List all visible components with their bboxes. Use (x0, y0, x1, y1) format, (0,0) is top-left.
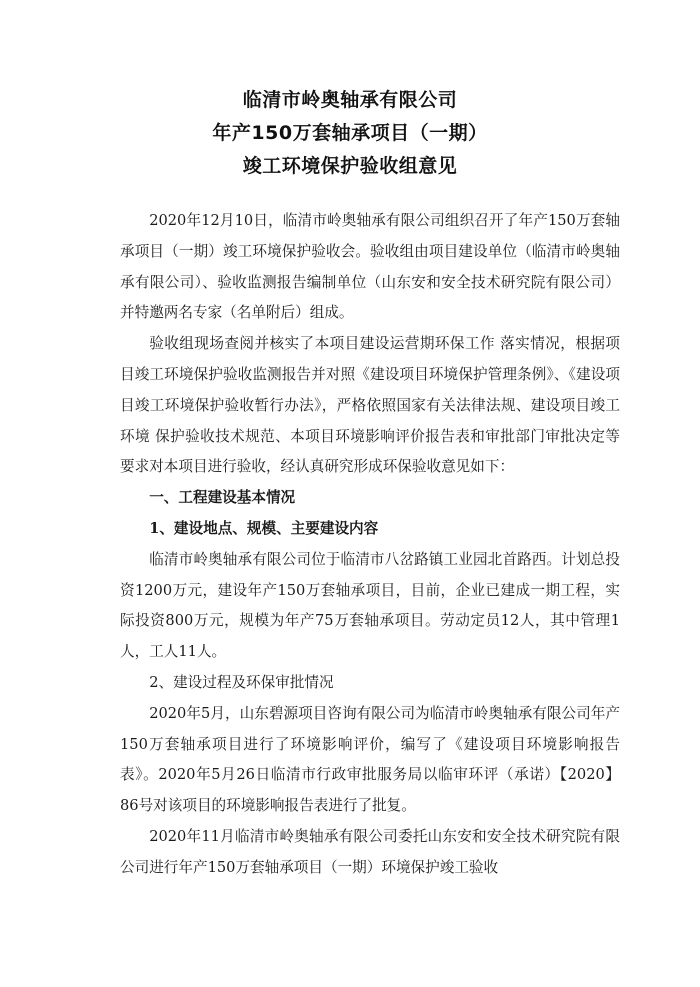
document-body (120, 206, 620, 884)
title-project: 年产150万套轴承项目（一期） (212, 122, 488, 144)
paragraph-commission: 2020年11月临清市岭奥轴承有限公司委托山东安和安全技术研究院有限公司进行年产150万套轴承项目（一期）环境保护竣工验收 (120, 827, 620, 876)
subsection-heading-2: 2、建设过程及环保审批情况 (149, 673, 334, 691)
paragraph-meeting: 2020年12月10日，临清市岭奥轴承有限公司组织召开了年产150万套轴承项目（一期）竣工环境保护验收会。验收组由项目建设单位（临清市岭奥轴承有限公司）、验收监测报告编制单位（山东安和安全技术研究院有限公司）并特邀两名专家（名单附后）组成。 (120, 212, 620, 322)
paragraph-location: 临清市岭奥轴承有限公司位于临清市八岔路镇工业园北首路西。计划总投资1200万元，建设年产150万套轴承项目，目前，企业已建成一期工程，实际投资800万元，规模为年产75万套轴承项目。劳动定员12人，其中管理1人，工人11人。 (120, 550, 620, 661)
title-subject: 竣工环境保护验收组意见 (242, 155, 458, 177)
title-company: 临清市岭奥轴承有限公司 (242, 89, 458, 111)
section-heading-1: 一、工程建设基本情况 (149, 489, 296, 507)
paragraph-review: 验收组现场查阅并核实了本项目建设运营期环保工作 落实情况，根据项目竣工环境保护验收监测报告并对照《建设项目环境保护管理条例》、《建设项目竣工环境保护验收暂行办法》，严格依照国家有关法律法规、建设项目竣工环境 保护验收技术规范、本项目环境影响评价报告表和审批部门审批决定等要求对本项目进行验收，经认真研究形成环保验收意见如下： (120, 335, 620, 476)
paragraph-approval: 2020年5月，山东碧源项目咨询有限公司为临清市岭奥轴承有限公司年产150万套轴承项目进行了环境影响评价，编写了《建设项目环境影响报告表》。2020年5月26日临清市行政审批服务局以临审环评（承诺）【2020】86号对该项目的环境影响报告表进行了批复。 (120, 704, 620, 815)
document-title (0, 84, 700, 183)
subsection-heading-1: 1、建设地点、规模、主要建设内容 (149, 519, 379, 537)
